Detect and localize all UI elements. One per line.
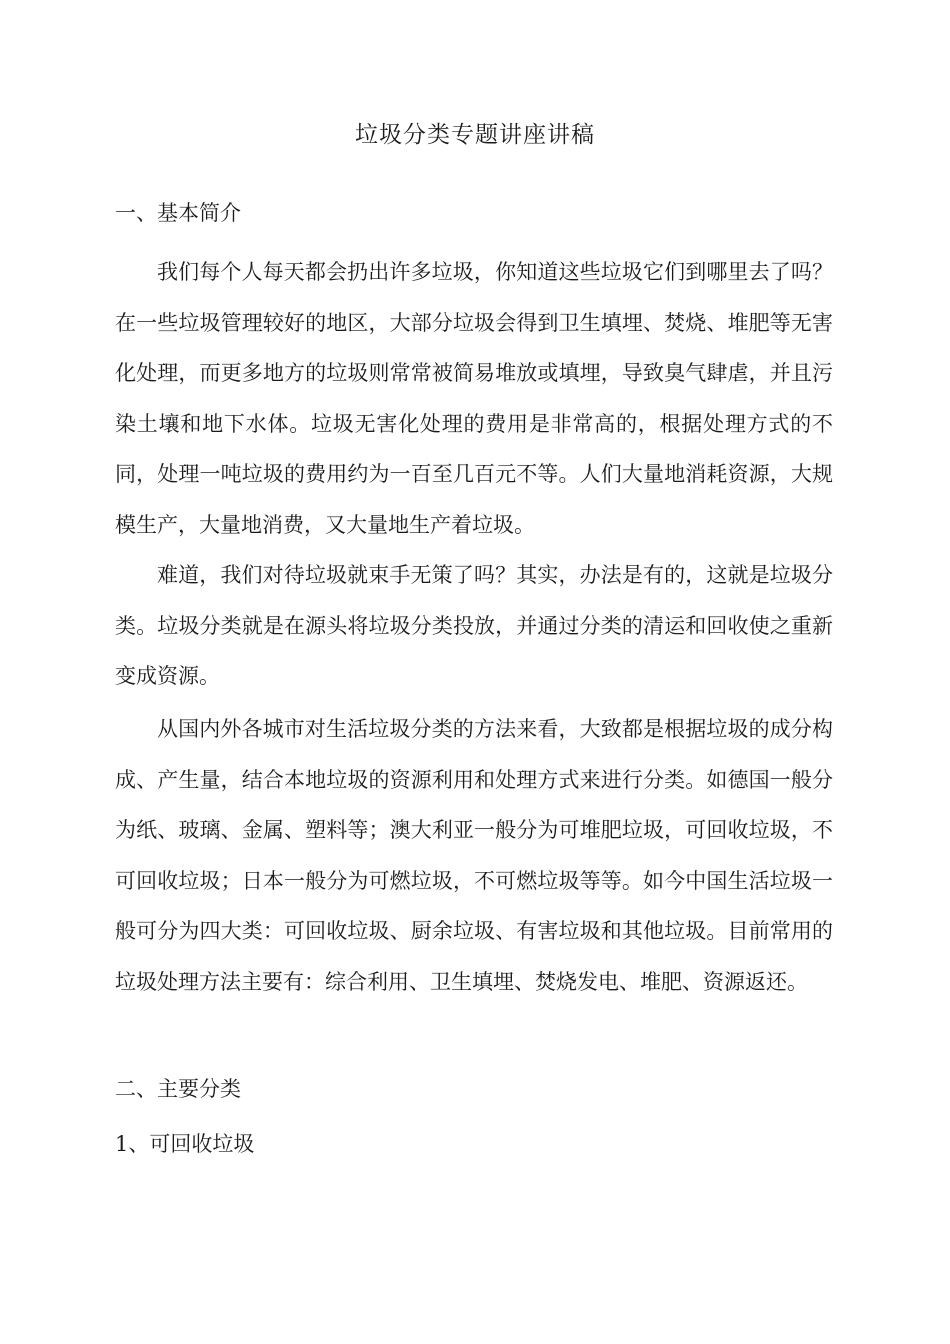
paragraph-3: 从国内外各城市对生活垃圾分类的方法来看，大致都是根据垃圾的成分构成、产生量，结合本地垃圾的资源利用和处理方式来进行分类。如德国一般分为纸、玻璃、金属、塑料等；澳大利亚一般分为可堆肥垃圾，可回收垃圾，不可回收垃圾；日本一般分为可燃垃圾，不可燃垃圾等等。如今中国生活垃圾一般可分为四大类：可回收垃圾、厨余垃圾、有害垃圾和其他垃圾。目前常用的垃圾处理方法主要有：综合利用、卫生填埋、焚烧发电、堆肥、资源返还。: [115, 717, 833, 994]
subsection-heading-recyclable: 1、可回收垃圾: [115, 1132, 255, 1156]
paragraph-1: 我们每个人每天都会扔出许多垃圾，你知道这些垃圾它们到哪里去了吗？在一些垃圾管理较好的地区，大部分垃圾会得到卫生填埋、焚烧、堆肥等无害化处理，而更多地方的垃圾则常常被简易堆放或填埋，导致臭气肆虐，并且污染土壤和地下水体。垃圾无害化处理的费用是非常高的，根据处理方式的不同，处理一吨垃圾的费用约为一百至几百元不等。人们大量地消耗资源，大规模生产，大量地消费，又大量地生产着垃圾。: [115, 260, 833, 537]
section-heading-main-categories: 二、主要分类: [115, 1077, 241, 1101]
document-title: 垃圾分类专题讲座讲稿: [355, 122, 595, 148]
paragraph-2: 难道，我们对待垃圾就束手无策了吗？其实，办法是有的，这就是垃圾分类。垃圾分类就是在源头将垃圾分类投放，并通过分类的清运和回收使之重新变成资源。: [115, 563, 833, 688]
section-heading-basic-intro: 一、基本简介: [115, 201, 241, 225]
